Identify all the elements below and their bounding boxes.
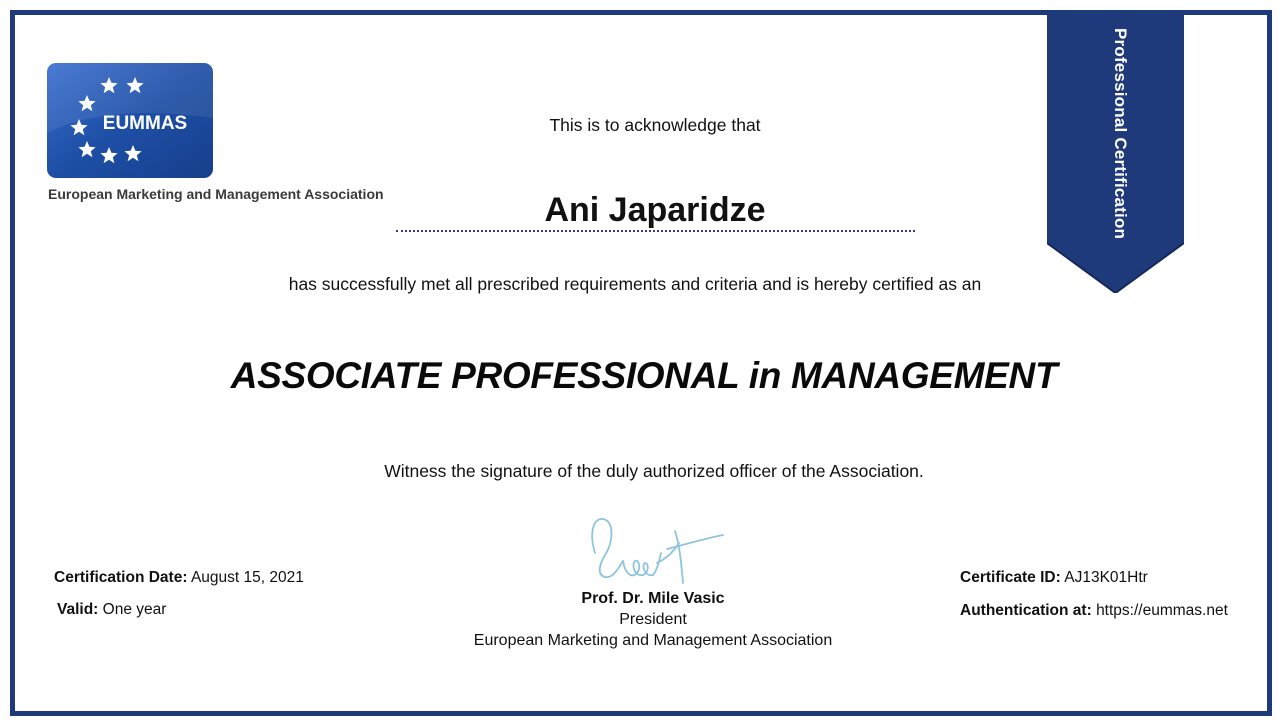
signer-role: President — [619, 611, 687, 628]
certification-date-value: August 15, 2021 — [190, 569, 304, 586]
authentication-label: Authentication at: — [960, 602, 1092, 619]
authentication-url[interactable]: https://eummas.net — [1096, 602, 1228, 619]
authentication — [960, 602, 1228, 620]
valid-value: One year — [102, 601, 167, 618]
certificate-id-value: AJ13K01Htr — [1064, 569, 1148, 586]
certification-date-label: Certification Date: — [54, 569, 188, 586]
acknowledge-text: This is to acknowledge that — [549, 115, 761, 135]
name-underline — [396, 230, 915, 232]
certificate-id — [960, 569, 1148, 587]
certificate-id-label: Certificate ID: — [960, 569, 1061, 586]
certification-title: ASSOCIATE PROFESSIONAL in MANAGEMENT — [230, 355, 1058, 396]
valid-label: Valid: — [57, 601, 99, 618]
association-name: European Marketing and Management Association — [48, 186, 384, 202]
svg-text:EUMMAS: EUMMAS — [102, 113, 188, 134]
validity — [57, 601, 166, 619]
requirements-text: has successfully met all prescribed requirements and criteria and is hereby certified as an — [288, 274, 982, 294]
signer-name: Prof. Dr. Mile Vasic — [581, 590, 725, 607]
signature — [583, 513, 728, 593]
recipient-name: Ani Japaridze — [544, 191, 766, 229]
witness-text: Witness the signature of the duly authorized officer of the Association. — [384, 461, 924, 481]
certification-date — [54, 569, 304, 587]
ribbon-text: Professional Certification — [1111, 28, 1130, 240]
signer-organization: European Marketing and Management Association — [473, 632, 833, 649]
